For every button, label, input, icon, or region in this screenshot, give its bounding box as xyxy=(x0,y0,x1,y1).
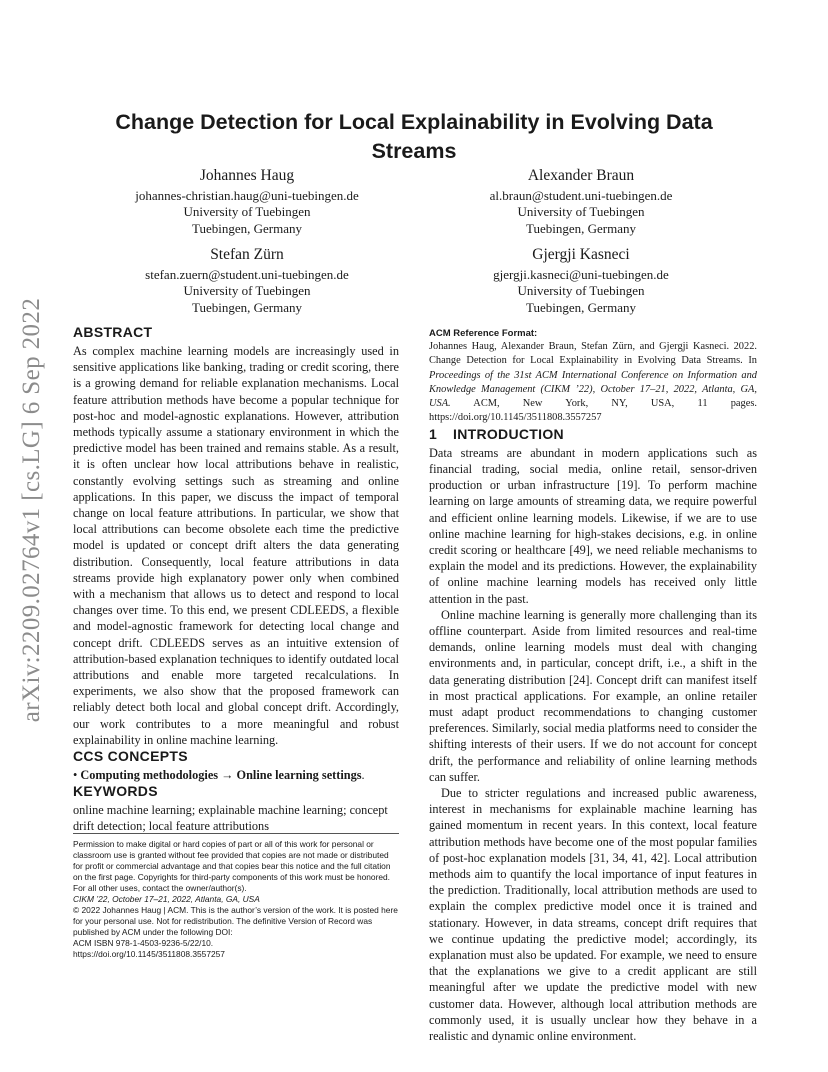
arxiv-identifier-stamp xyxy=(12,270,52,750)
copyright-notice: © 2022 Johannes Haug | ACM. This is the author’s version of the work. It is posted here for your personal use. Not for redistribution. The definitive Version of Record was published by ACM under the following DOI: xyxy=(73,905,398,937)
acm-reference-heading: ACM Reference Format: xyxy=(429,328,538,339)
introduction-heading xyxy=(429,426,757,442)
author-affiliation: University of Tuebingen xyxy=(517,283,645,299)
acm-citation-start: Johannes Haug, Alexander Braun, Stefan Zürn, and Gjergji Kasneci. 2022. Change Detection for Local Explainability in Evolving Data Streams. In xyxy=(429,341,757,367)
author-email: al.braun@student.uni-tuebingen.de xyxy=(489,188,673,203)
author-block xyxy=(431,166,731,237)
introduction-paragraph: Online machine learning is generally more challenging than its offline counterpart. Aside from limited resources and real-time demands, online learning models must deal with changing environments and, in particular, concept drift, i.e., a shift in the data generating distribution [24]. Concept drift can manifest itself in most practical applications. For example, an online retailer must adapt product recommendations to changing customer preferences. Similarly, social media platforms need to consider the shifting interests of their users. If we do not account for concept drift, the performance and reliability of online learning methods can suffer. xyxy=(429,607,757,784)
acm-proceedings: Proceedings of the 31st ACM International Conference on Information and Knowledge Management (CIKM ’22), October 17–21, 2022, Atlanta, GA, USA. xyxy=(429,369,757,410)
author-block xyxy=(97,166,397,237)
keywords-text: online machine learning; explainable machine learning; concept drift detection; local feature attributions xyxy=(73,803,388,834)
keywords-heading: KEYWORDS xyxy=(73,783,158,800)
abstract-text: As complex machine learning models are increasingly used in sensitive applications like banking, trading or credit scoring, there is a growing demand for reliable explanation mechanisms. Local feature attribution methods have become a popular technique for post-hoc and model-agnostic explanations. However, attribution methods typically assume a stationary environment in which the predictive model has been trained and remains stable. As a result, it is often unclear how local attributions behave in realistic, constantly evolving settings such as streaming and online applications. In this paper, we discuss the impact of temporal change on local feature attributions. In particular, we show that local attributions can become obsolete each time the predictive model is updated or concept drift alters the data generating distribution. Consequently, local feature attributions in data streams provide high explanatory power only when combined with a mechanism that allows us to detect and respond to local changes over time. To this end, we present CDLEEDS, a flexible and model-agnostic framework for detecting local change and concept drift. CDLEEDS serves as an intuitive extension of attribution-based explanation techniques to identify outdated local attributions and enable more targeted recalculations. In experiments, we also show that the proposed framework can reliably detect both local and global concept drift. Accordingly, our work contributes to a more meaningful and robust explainability in online machine learning. xyxy=(73,344,399,747)
ccs-concepts-text xyxy=(73,767,399,783)
permission-notice-block xyxy=(73,833,399,960)
author-name: Alexander Braun xyxy=(527,167,635,184)
conference-line: CIKM ’22, October 17–21, 2022, Atlanta, GA, USA xyxy=(73,894,260,904)
author-name: Stefan Zürn xyxy=(210,246,284,263)
acm-reference-text xyxy=(429,340,757,426)
author-affiliation: University of Tuebingen xyxy=(517,204,645,220)
ccs-concept: Computing methodologies → Online learning settings xyxy=(80,768,362,783)
permission-notice: Permission to make digital or hard copies of part or all of this work for personal or classroom use is granted without fee provided that copies are not made or distributed for profit or commercial advantage and that copies bear this notice and the full citation on the first page. Copyrights for third-party components of this work must be honored. For all other uses, contact the owner/author(s). xyxy=(73,839,391,893)
author-email: gjergji.kasneci@uni-tuebingen.de xyxy=(493,267,669,282)
arxiv-identifier-text: arXiv:2209.02764v1 [cs.LG] 6 Sep 2022 xyxy=(18,297,45,723)
author-affiliation: University of Tuebingen xyxy=(183,204,311,220)
ccs-concepts-heading: CCS CONCEPTS xyxy=(73,748,188,765)
author-block xyxy=(97,245,397,316)
paper-title: Change Detection for Local Explainability in Evolving Data Streams xyxy=(115,110,713,163)
author-location: Tuebingen, Germany xyxy=(525,299,636,315)
author-email: johannes-christian.haug@uni-tuebingen.de xyxy=(135,188,359,203)
introduction-paragraph: Due to stricter regulations and increased public awareness, interest in mechanisms for explainable machine learning has gained momentum in recent years. In this context, local feature attribution methods have become one of the most popular families of post-hoc explanation models [31, 34, 41, 42]. Local attribution methods aim to quantify the local importance of input features in the prediction. Traditionally, local attribution methods are used to explain the complex predictive model once it is trained and stationary. However, in data streams, concept drift requires that we continue updating the predictive model; accordingly, its explanation must also be updated. For example, we need to ensure that the explanations we give to a credit applicant are still meaningful after we update the predictive model with new customer data. However, although local attribution methods are commonly used, it is usually unclear how they behave in a realistic and dynamic online environment. xyxy=(429,786,757,1044)
section-number: 1 xyxy=(429,425,438,442)
ccs-end: . xyxy=(361,768,365,783)
abstract-heading: ABSTRACT xyxy=(73,324,153,340)
ccs-bullet: • xyxy=(73,768,78,783)
left-column xyxy=(73,324,399,834)
author-affiliation: University of Tuebingen xyxy=(183,283,311,299)
introduction-paragraph: Data streams are abundant in modern applications such as financial trading, social media, online retail, sensor-driven production or urban infrastructure [19]. To perform machine learning on large amounts of streaming data, we require powerful and efficient online learning models. Likewise, if we are to use online machine learning for high-stakes decisions, e.g. in online credit scoring or healthcare [49], we need reliable mechanisms to explain the model and its predictions. However, the explainability of online machine learning models has received only little attention in the past. xyxy=(429,445,757,606)
section-title: INTRODUCTION xyxy=(453,425,564,442)
author-location: Tuebingen, Germany xyxy=(191,220,302,236)
author-email: stefan.zuern@student.uni-tuebingen.de xyxy=(145,267,349,282)
author-location: Tuebingen, Germany xyxy=(525,220,636,236)
author-name: Gjergji Kasneci xyxy=(532,246,630,263)
author-block xyxy=(431,245,731,316)
author-location: Tuebingen, Germany xyxy=(191,299,302,315)
right-column xyxy=(429,328,757,1044)
isbn-line: ACM ISBN 978-1-4503-9236-5/22/10. xyxy=(73,938,214,948)
doi-link[interactable]: https://doi.org/10.1145/3511808.3557257 xyxy=(73,949,225,959)
acm-citation-end: ACM, New York, NY, USA, 11 pages. https://doi.org/10.1145/3511808.3557257 xyxy=(429,398,757,424)
author-name: Johannes Haug xyxy=(199,167,295,184)
